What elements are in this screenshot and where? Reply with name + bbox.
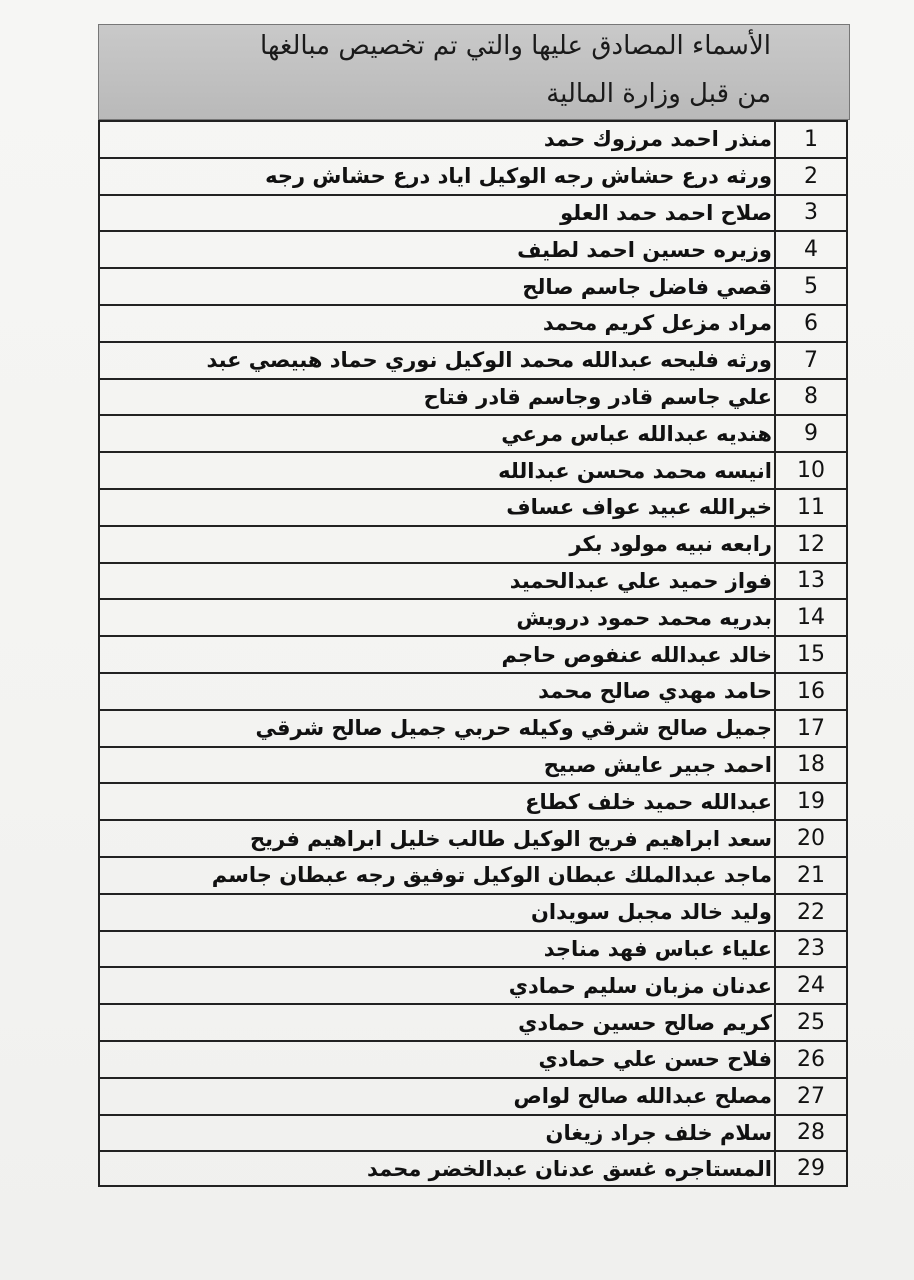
row-name: بدريه محمد حمود درويش	[98, 600, 774, 635]
table-row	[98, 194, 848, 231]
row-number: 5	[774, 269, 848, 304]
row-name: سلام خلف جراد زيغان	[98, 1116, 774, 1151]
row-number: 20	[774, 821, 848, 856]
row-name: مراد مزعل كريم محمد	[98, 306, 774, 341]
row-name: انيسه محمد محسن عبدالله	[98, 453, 774, 488]
row-name: ورثه درع حشاش رجه الوكيل اياد درع حشاش رجه	[98, 159, 774, 194]
row-name: ورثه فليحه عبدالله محمد الوكيل نوري حماد هبيصي عبد	[98, 343, 774, 378]
table-row	[98, 230, 848, 267]
names-table	[98, 120, 848, 1187]
row-name: المستاجره غسق عدنان عبدالخضر محمد	[98, 1152, 774, 1185]
table-row	[98, 414, 848, 451]
row-name: جميل صالح شرقي وكيله حربي جميل صالح شرقي	[98, 711, 774, 746]
table-row	[98, 304, 848, 341]
row-name: وزيره حسين احمد لطيف	[98, 232, 774, 267]
row-name: منذر احمد مرزوك حمد	[98, 122, 774, 157]
row-number: 29	[774, 1152, 848, 1185]
table-row	[98, 488, 848, 525]
row-number: 1	[774, 122, 848, 157]
row-number: 13	[774, 564, 848, 599]
row-number: 3	[774, 196, 848, 231]
table-row	[98, 1114, 848, 1151]
table-row	[98, 856, 848, 893]
row-number: 22	[774, 895, 848, 930]
table-row	[98, 893, 848, 930]
table-row	[98, 451, 848, 488]
document-title-line1: الأسماء المصادق عليها والتي تم تخصيص مبالغها	[260, 31, 771, 61]
row-name: كريم صالح حسين حمادي	[98, 1005, 774, 1040]
table-row	[98, 966, 848, 1003]
table-row	[98, 1150, 848, 1187]
row-number: 9	[774, 416, 848, 451]
row-name: رابعه نبيه مولود بكر	[98, 527, 774, 562]
table-row	[98, 819, 848, 856]
table-row	[98, 598, 848, 635]
row-number: 11	[774, 490, 848, 525]
row-name: عبدالله حميد خلف كطاع	[98, 784, 774, 819]
table-row	[98, 782, 848, 819]
row-number: 2	[774, 159, 848, 194]
table-row	[98, 635, 848, 672]
table-row	[98, 672, 848, 709]
row-name: وليد خالد مجبل سويدان	[98, 895, 774, 930]
row-number: 23	[774, 932, 848, 967]
row-name: علي جاسم قادر وجاسم قادر فتاح	[98, 380, 774, 415]
row-name: علياء عباس فهد مناجد	[98, 932, 774, 967]
row-number: 17	[774, 711, 848, 746]
row-name: صلاح احمد حمد العلو	[98, 196, 774, 231]
table-row	[98, 120, 848, 157]
row-name: سعد ابراهيم فريح الوكيل طالب خليل ابراهيم فريح	[98, 821, 774, 856]
row-number: 4	[774, 232, 848, 267]
row-name: حامد مهدي صالح محمد	[98, 674, 774, 709]
row-number: 24	[774, 968, 848, 1003]
row-number: 26	[774, 1042, 848, 1077]
row-number: 16	[774, 674, 848, 709]
table-row	[98, 709, 848, 746]
row-number: 8	[774, 380, 848, 415]
table-row	[98, 562, 848, 599]
row-number: 19	[774, 784, 848, 819]
row-name: هنديه عبدالله عباس مرعي	[98, 416, 774, 451]
row-number: 21	[774, 858, 848, 893]
table-row	[98, 267, 848, 304]
row-name: خالد عبدالله عنفوص حاجم	[98, 637, 774, 672]
row-number: 7	[774, 343, 848, 378]
row-name: قصي فاضل جاسم صالح	[98, 269, 774, 304]
document-title-line2: من قبل وزارة المالية	[546, 79, 771, 109]
row-name: ماجد عبدالملك عبطان الوكيل توفيق رجه عبطان جاسم	[98, 858, 774, 893]
row-number: 15	[774, 637, 848, 672]
table-row	[98, 1040, 848, 1077]
row-name: خيرالله عبيد عواف عساف	[98, 490, 774, 525]
row-name: عدنان مزبان سليم حمادي	[98, 968, 774, 1003]
row-number: 12	[774, 527, 848, 562]
row-number: 28	[774, 1116, 848, 1151]
table-row	[98, 1003, 848, 1040]
table-row	[98, 930, 848, 967]
row-name: فواز حميد علي عبدالحميد	[98, 564, 774, 599]
row-name: فلاح حسن علي حمادي	[98, 1042, 774, 1077]
row-number: 27	[774, 1079, 848, 1114]
table-row	[98, 746, 848, 783]
row-number: 10	[774, 453, 848, 488]
table-row	[98, 525, 848, 562]
row-number: 6	[774, 306, 848, 341]
table-row	[98, 1077, 848, 1114]
table-row	[98, 157, 848, 194]
row-number: 25	[774, 1005, 848, 1040]
row-number: 14	[774, 600, 848, 635]
table-row	[98, 378, 848, 415]
row-name: مصلح عبدالله صالح لواص	[98, 1079, 774, 1114]
row-name: احمد جبير عايش صبيح	[98, 748, 774, 783]
row-number: 18	[774, 748, 848, 783]
document-header	[98, 24, 850, 120]
table-row	[98, 341, 848, 378]
